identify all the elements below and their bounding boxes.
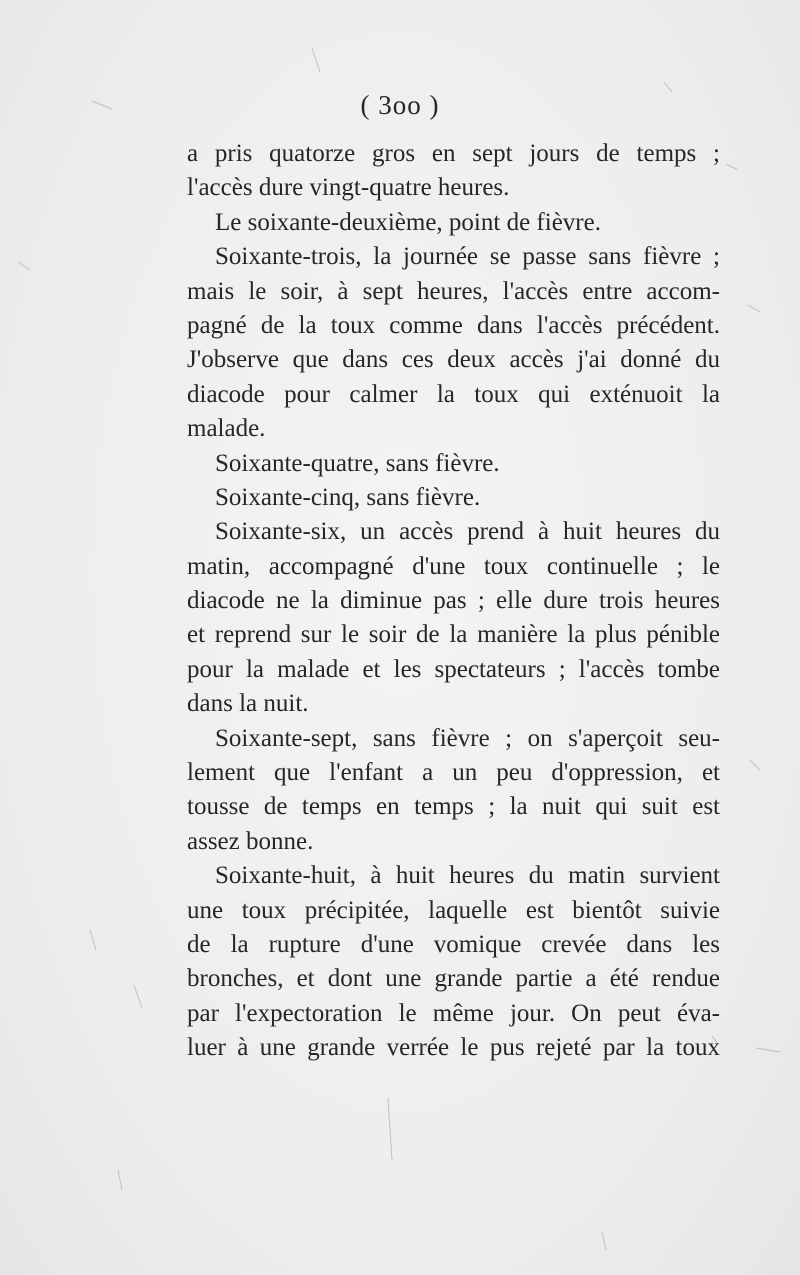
page-number: ( 3oo ) (360, 90, 440, 120)
text-line: a pris quatorze gros en sept jours de temps ; (187, 140, 720, 167)
text-line: Soixante-six, un accès prend à huit heures du (215, 518, 720, 546)
text-line: de la rupture d'une vomique crevée dans les (187, 930, 720, 958)
text-line: bronches, et dont une grande partie a été rendue (187, 965, 720, 993)
text-line: Soixante-trois, la journée se passe sans fièvre ; (215, 243, 720, 271)
text-line: par l'expectoration le même jour. On peut éva- (187, 999, 720, 1027)
text-line: lement que l'enfant a un peu d'oppression, et (187, 759, 720, 787)
text-line: et reprend sur le soir de la manière la plus pénible (187, 621, 720, 649)
text-line: Le soixante-deuxième, point de fièvre. (215, 208, 601, 236)
text-line: Soixante-sept, sans fièvre ; on s'aperçoit seu- (215, 724, 720, 752)
text-line: malade. (187, 415, 266, 443)
text-line: pagné de la toux comme dans l'accès précédent. (187, 311, 720, 339)
text-line: pour la malade et les spectateurs ; l'accès tombe (187, 655, 720, 683)
body-text (187, 137, 720, 1066)
text-line: assez bonne. (187, 827, 314, 855)
text-line: diacode pour calmer la toux qui exténuoit la (187, 380, 720, 408)
text-line: Soixante-quatre, sans fièvre. (215, 449, 500, 477)
text-line: luer à une grande verrée le pus rejeté par la toux (187, 1034, 720, 1062)
text-line: J'observe que dans ces deux accès j'ai donné du (187, 346, 720, 374)
text-line: dans la nuit. (187, 690, 309, 718)
text-line: matin, accompagné d'une toux continuelle ; le (187, 552, 720, 580)
text-line: tousse de temps en temps ; la nuit qui suit est (187, 793, 720, 821)
text-line: mais le soir, à sept heures, l'accès entre accom- (187, 277, 720, 305)
text-line: diacode ne la diminue pas ; elle dure trois heures (187, 587, 720, 615)
text-line: Soixante-cinq, sans fièvre. (215, 483, 481, 511)
text-line: l'accès dure vingt-quatre heures. (187, 174, 510, 202)
text-line: Soixante-huit, à huit heures du matin survient (215, 862, 720, 890)
text-line: une toux précipitée, laquelle est bientôt suivie (187, 896, 720, 924)
